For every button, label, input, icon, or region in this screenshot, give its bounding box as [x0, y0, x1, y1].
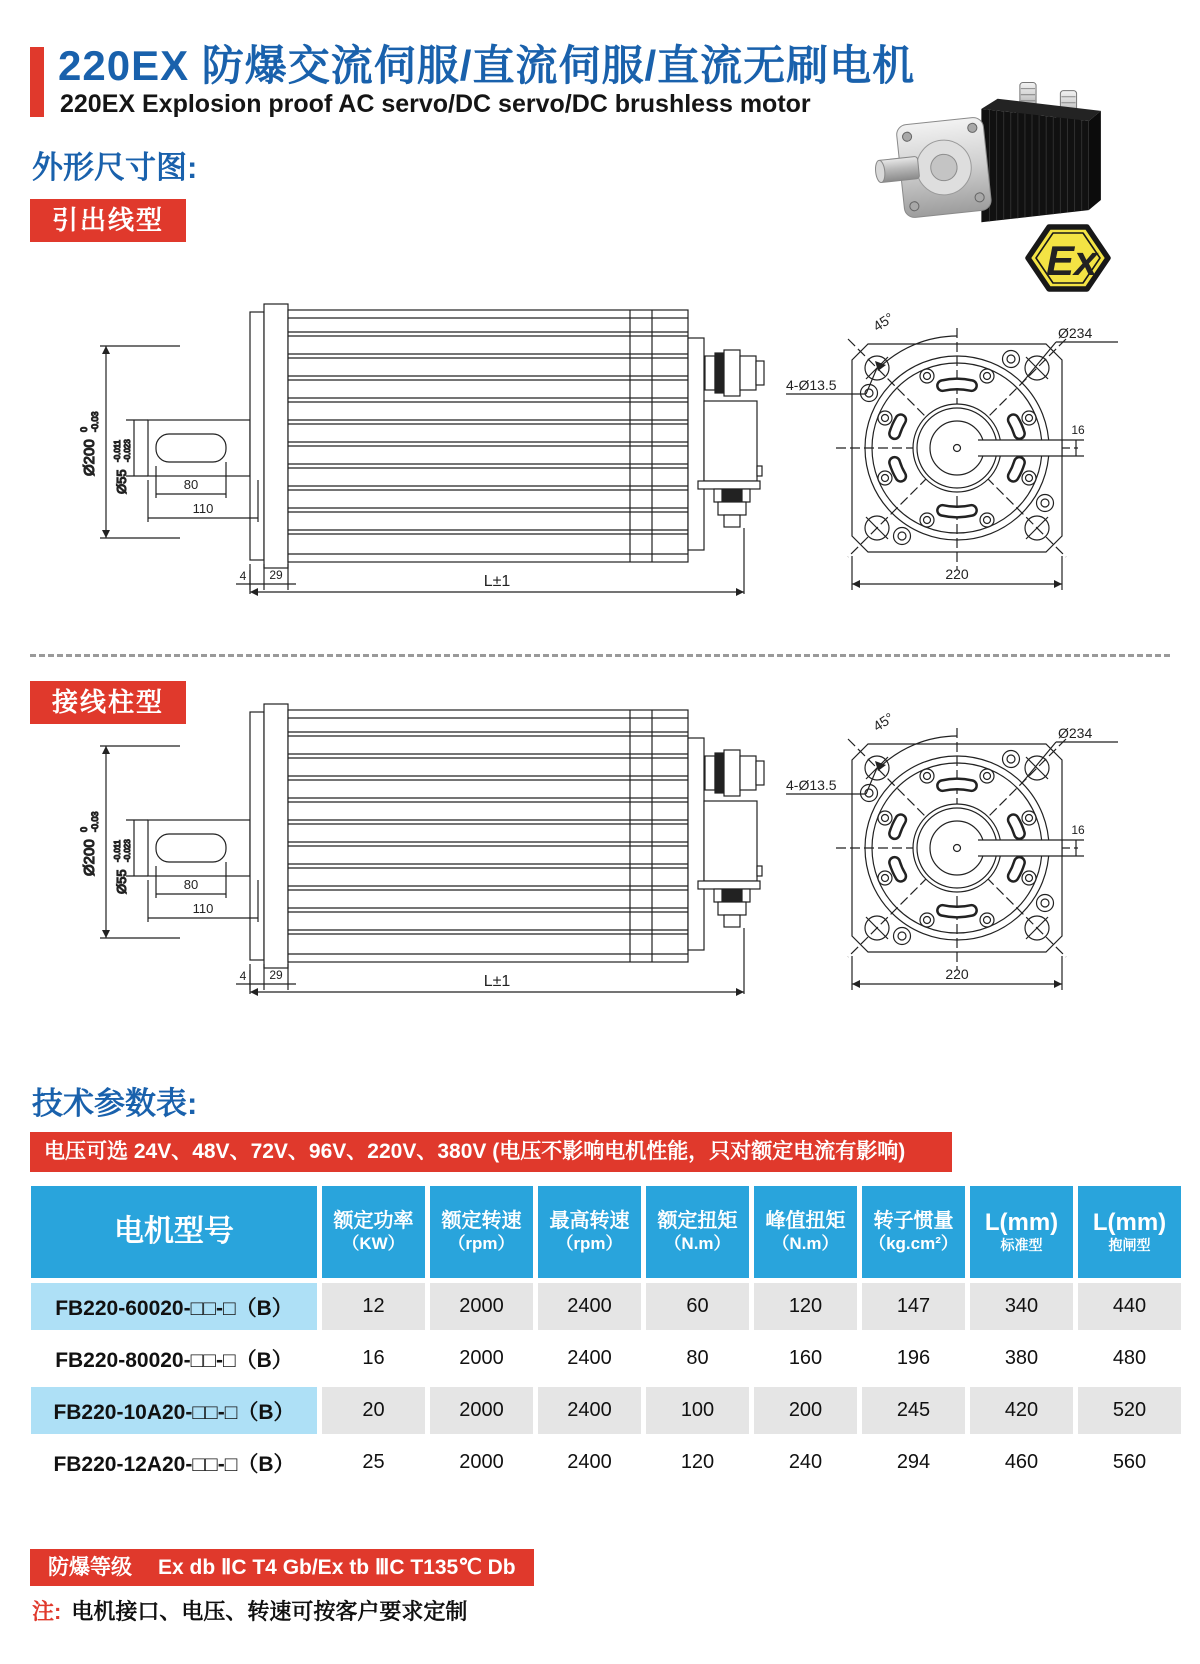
value-cell: 160	[754, 1335, 857, 1382]
value-cell: 2000	[430, 1439, 533, 1486]
header-model: 电机型号	[31, 1186, 317, 1278]
value-cell: 520	[1078, 1387, 1181, 1434]
value-cell: 16	[322, 1335, 425, 1382]
value-cell: 80	[646, 1335, 749, 1382]
footnote-text: 电机接口、电压、转速可按客户要求定制	[71, 1599, 468, 1624]
value-cell: 2400	[538, 1335, 641, 1382]
dimension-drawing-terminal	[30, 698, 1170, 1010]
model-cell: FB220-10A20-□□-□（B）	[31, 1387, 317, 1434]
table-row	[31, 1283, 1181, 1330]
header-rated-power: 额定功率 （KW）	[322, 1186, 425, 1278]
value-cell: 460	[970, 1439, 1073, 1486]
ex-certification-icon	[1022, 220, 1114, 296]
value-cell: 60	[646, 1283, 749, 1330]
section-divider	[30, 654, 1170, 657]
explosion-rating-bar	[30, 1549, 534, 1586]
spec-table-header-row	[31, 1186, 1181, 1278]
dimension-drawing-lead-wire	[30, 298, 1170, 610]
table-row	[31, 1335, 1181, 1382]
svg-text:Ex: Ex	[1046, 237, 1098, 284]
value-cell: 480	[1078, 1335, 1181, 1382]
model-cell: FB220-12A20-□□-□（B）	[31, 1439, 317, 1486]
spec-table	[26, 1181, 1186, 1491]
value-cell: 2000	[430, 1387, 533, 1434]
value-cell: 12	[322, 1283, 425, 1330]
value-cell: 147	[862, 1283, 965, 1330]
value-cell: 100	[646, 1387, 749, 1434]
value-cell: 120	[646, 1439, 749, 1486]
lead-wire-type-badge: 引出线型	[30, 199, 186, 242]
voltage-options-bar: 电压可选 24V、48V、72V、96V、220V、380V (电压不影响电机性能，只对额定电流有影响)	[30, 1132, 952, 1172]
header-rated-speed: 额定转速 （rpm）	[430, 1186, 533, 1278]
page-subtitle: 220EX Explosion proof AC servo/DC servo/DC brushless motor	[60, 90, 811, 118]
page-title: 220EX 防爆交流伺服/直流伺服/直流无刷电机	[58, 42, 916, 89]
motor-shaft	[874, 156, 919, 183]
value-cell: 25	[322, 1439, 425, 1486]
model-cell: FB220-80020-□□-□（B）	[31, 1335, 317, 1382]
value-cell: 380	[970, 1335, 1073, 1382]
footnote-prefix: 注:	[32, 1599, 62, 1624]
value-cell: 440	[1078, 1283, 1181, 1330]
header-peak-torque: 峰值扭矩 （N.m）	[754, 1186, 857, 1278]
value-cell: 20	[322, 1387, 425, 1434]
model-cell: FB220-60020-□□-□（B）	[31, 1283, 317, 1330]
value-cell: 2000	[430, 1283, 533, 1330]
value-cell: 196	[862, 1335, 965, 1382]
rating-value: Ex db ⅡC T4 Gb/Ex tb ⅢC T135℃ Db	[158, 1556, 516, 1579]
outline-section-label: 外形尺寸图:	[32, 150, 198, 185]
value-cell: 420	[970, 1387, 1073, 1434]
motor-body	[981, 99, 1101, 227]
value-cell: 2400	[538, 1387, 641, 1434]
header-length-standard: L(mm) 标准型	[970, 1186, 1073, 1278]
header-length-brake: L(mm) 抱闸型	[1078, 1186, 1181, 1278]
value-cell: 2400	[538, 1439, 641, 1486]
terminal-type-badge: 接线柱型	[30, 681, 186, 724]
title-accent-bar	[30, 47, 44, 117]
value-cell: 240	[754, 1439, 857, 1486]
table-row	[31, 1439, 1181, 1486]
value-cell: 120	[754, 1283, 857, 1330]
value-cell: 2000	[430, 1335, 533, 1382]
rating-label: 防爆等级	[48, 1556, 132, 1579]
motor-photo	[872, 80, 1110, 238]
value-cell: 245	[862, 1387, 965, 1434]
value-cell: 294	[862, 1439, 965, 1486]
value-cell: 2400	[538, 1283, 641, 1330]
footnote	[32, 1595, 467, 1626]
table-row	[31, 1387, 1181, 1434]
value-cell: 560	[1078, 1439, 1181, 1486]
header-rated-torque: 额定扭矩 （N.m）	[646, 1186, 749, 1278]
header-max-speed: 最高转速 （rpm）	[538, 1186, 641, 1278]
params-section-label: 技术参数表:	[32, 1086, 198, 1121]
value-cell: 340	[970, 1283, 1073, 1330]
header-rotor-inertia: 转子惯量 （kg.cm²）	[862, 1186, 965, 1278]
value-cell: 200	[754, 1387, 857, 1434]
